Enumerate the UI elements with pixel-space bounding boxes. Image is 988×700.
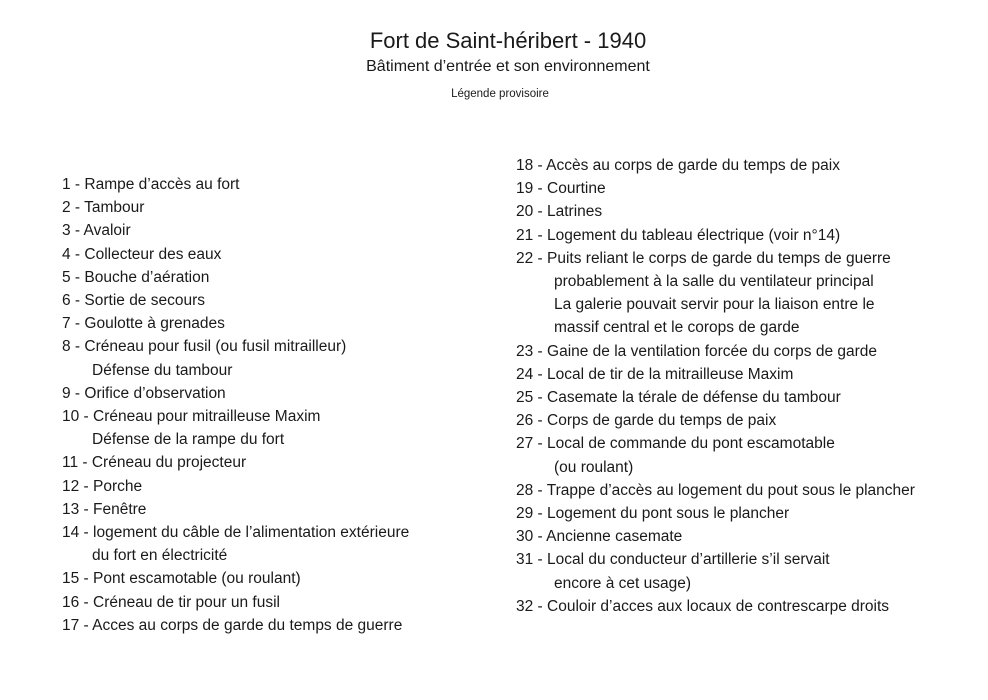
legend-item: 30 - Ancienne casemate: [516, 528, 683, 546]
legend-item: 13 - Fenêtre: [62, 500, 147, 518]
legend-item: 8 - Créneau pour fusil (ou fusil mitrailleur): [62, 338, 347, 356]
legend-item: 28 - Trappe d’accès au logement du pout sous le plancher: [516, 481, 915, 499]
legend-item: 21 - Logement du tableau électrique (voir n°14): [516, 226, 841, 244]
legend-item-continuation: encore à cet usage): [554, 574, 692, 592]
legend-item: 32 - Couloir d’acces aux locaux de contrescarpe droits: [516, 597, 890, 615]
legend-item: 3 - Avaloir: [62, 222, 131, 240]
legend-item: 16 - Créneau de tir pour un fusil: [62, 593, 280, 611]
legend-item: 31 - Local du conducteur d’artillerie s’il servait: [516, 551, 830, 569]
legend-item: 11 - Créneau du projecteur: [62, 454, 247, 472]
legend-item-continuation: La galerie pouvait servir pour la liaison entre le: [554, 296, 875, 314]
legend-item-continuation: du fort en électricité: [92, 547, 228, 565]
legend-item-continuation: (ou roulant): [554, 458, 634, 476]
legend-item: 10 - Créneau pour mitrailleuse Maxim: [62, 408, 321, 426]
legend-item: 17 - Acces au corps de garde du temps de guerre: [62, 616, 403, 634]
legend-item: 12 - Porche: [62, 477, 143, 495]
page-subtitle: Bâtiment d’entrée et son environnement: [366, 58, 650, 75]
legend-note: Légende provisoire: [451, 88, 549, 100]
legend-left-column: [62, 173, 492, 637]
legend-item-continuation: massif central et le corops de garde: [554, 319, 800, 337]
legend-item: 14 - logement du câble de l’alimentation extérieure: [62, 524, 410, 542]
legend-item: 1 - Rampe d’accès au fort: [62, 176, 240, 193]
legend-item: 18 - Accès au corps de garde du temps de paix: [516, 157, 840, 174]
legend-item: 27 - Local de commande du pont escamotable: [516, 435, 835, 453]
legend-item-continuation: probablement à la salle du ventilateur principal: [554, 273, 874, 291]
legend-item: 24 - Local de tir de la mitrailleuse Maxim: [516, 365, 794, 383]
legend-item: 19 - Courtine: [516, 180, 606, 198]
legend-item: 2 - Tambour: [62, 199, 145, 217]
legend-right-column: [516, 154, 981, 618]
legend-item: 29 - Logement du pont sous le plancher: [516, 505, 790, 523]
legend-item: 23 - Gaine de la ventilation forcée du corps de garde: [516, 342, 878, 360]
legend-item-continuation: Défense de la rampe du fort: [92, 431, 285, 449]
legend-item: 4 - Collecteur des eaux: [62, 245, 222, 263]
legend-item: 25 - Casemate la térale de défense du tambour: [516, 389, 841, 407]
legend-item: 6 - Sortie de secours: [62, 292, 206, 310]
legend-item: 9 - Orifice d’observation: [62, 384, 226, 402]
legend-item: 7 - Goulotte à grenades: [62, 315, 225, 333]
legend-item: 22 - Puits reliant le corps de garde du temps de guerre: [516, 249, 891, 267]
page-title: Fort de Saint-héribert - 1940: [369, 28, 647, 53]
legend-item: 5 - Bouche d’aération: [62, 268, 210, 286]
legend-item: 26 - Corps de garde du temps de paix: [516, 412, 777, 430]
legend-item-continuation: Défense du tambour: [92, 361, 233, 379]
legend-item: 20 - Latrines: [516, 203, 603, 221]
legend-item: 15 - Pont escamotable (ou roulant): [62, 570, 301, 588]
